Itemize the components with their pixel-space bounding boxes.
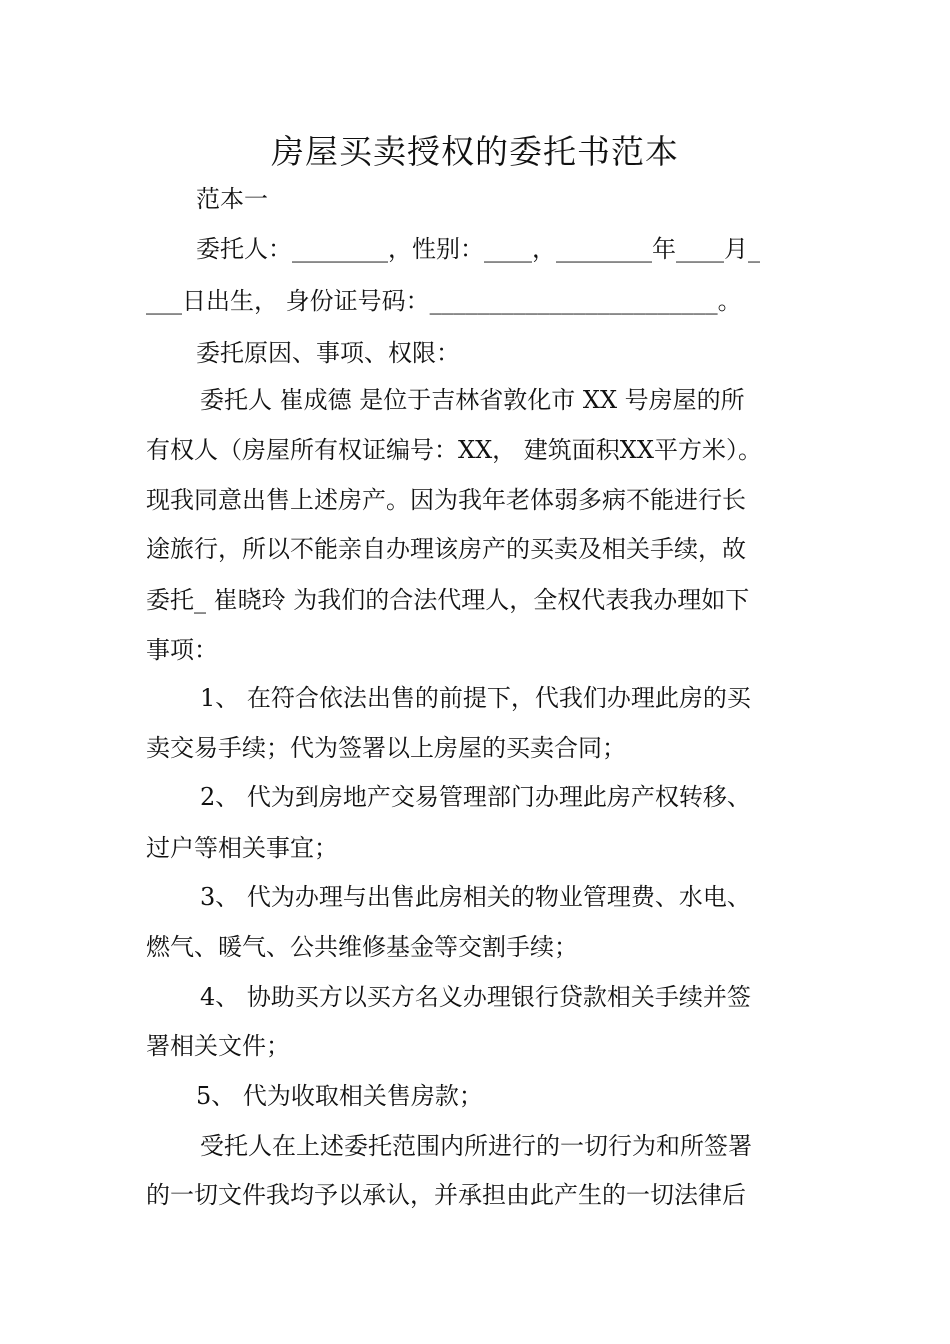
text-line: 1、 在符合依法出售的前提下，代我们办理此房的买 <box>200 684 751 712</box>
text-line: 受托人在上述委托范围内所进行的一切行为和所签署 <box>200 1132 752 1160</box>
text-line: 燃气、暖气、公共维修基金等交割手续； <box>146 933 578 961</box>
text-line: 委托原因、事项、权限： <box>196 339 460 367</box>
text-line: 途旅行，所以不能亲自办理该房产的买卖及相关手续，故 <box>146 535 746 563</box>
text-line: 过户等相关事宜； <box>146 834 338 862</box>
text-line: 署相关文件； <box>146 1032 290 1060</box>
text-line: 的一切文件我均予以承认，并承担由此产生的一切法律后 <box>146 1181 746 1209</box>
text-line: 委托人 崔成德 是位于吉林省敦化市 XX 号房屋的所 <box>200 386 745 414</box>
text-line: 事项： <box>146 636 218 664</box>
text-line: 范本一 <box>196 185 268 213</box>
text-line: 5、 代为收取相关售房款； <box>196 1082 483 1110</box>
text-line: ___日出生， 身份证号码：________________________。 <box>146 287 742 315</box>
text-line: 卖交易手续；代为签署以上房屋的买卖合同； <box>146 734 626 762</box>
text-line: 3、 代为办理与出售此房相关的物业管理费、水电、 <box>200 883 751 911</box>
text-line: 委托人：________，性别：____，________年____月_ <box>196 235 760 263</box>
text-line: 有权人（房屋所有权证编号：XX， 建筑面积XX平方米）。 <box>146 436 762 464</box>
document-title: 房屋买卖授权的委托书范本 <box>271 132 679 171</box>
text-line: 4、 协助买方以买方名义办理银行贷款相关手续并签 <box>200 983 751 1011</box>
text-line: 委托_ 崔晓玲 为我们的合法代理人，全权代表我办理如下 <box>146 586 750 614</box>
text-line: 2、 代为到房地产交易管理部门办理此房产权转移、 <box>200 783 751 811</box>
text-line: 现我同意出售上述房产。因为我年老体弱多病不能进行长 <box>146 486 746 514</box>
